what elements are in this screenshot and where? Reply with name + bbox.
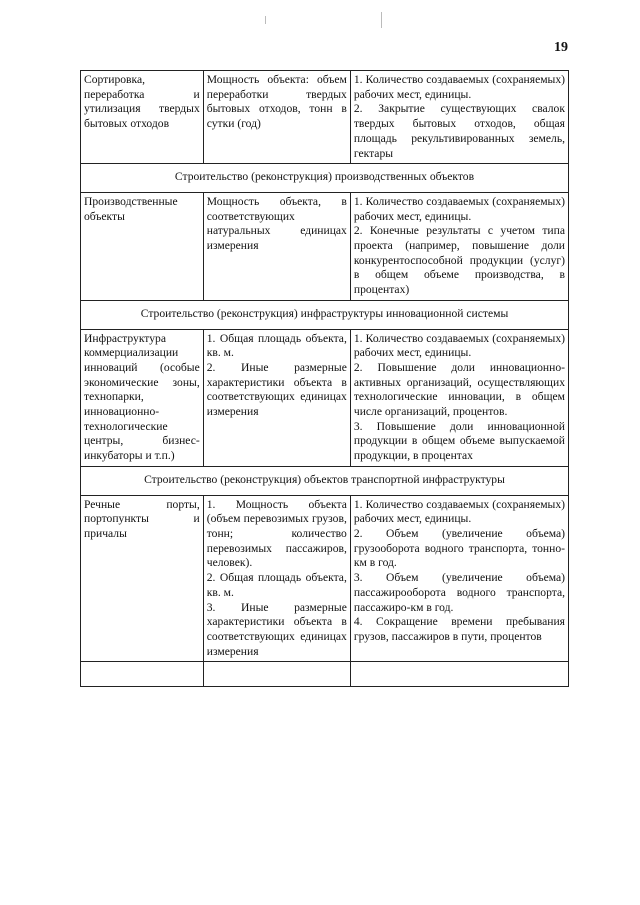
characteristic-item: 3. Иные размерные характеристики объекта в соответствующих единицах измерения: [206, 600, 347, 658]
scan-mark: [265, 16, 266, 24]
empty-cell: [203, 662, 350, 687]
empty-cell: [350, 662, 568, 687]
result-item: 4. Сокращение времени пребывания грузов, пассажиров в пути, процентов: [353, 615, 565, 643]
scan-mark: [381, 12, 382, 28]
characteristic-item: 1. Мощность объекта (объем перевозимых грузов, тонн; количество перевозимых пассажиров, человек).: [206, 497, 347, 570]
object-cell: [81, 71, 204, 164]
result-item: 3. Объем (увеличение объема) пассажирооборота водного транспорта, пассажиро-км в год.: [353, 571, 565, 614]
characteristic-item: 2. Общая площадь объекта, кв. м.: [206, 571, 347, 599]
results-cell: [350, 329, 568, 466]
results-cell: [350, 192, 568, 300]
object-text: Производственные объекты: [84, 194, 178, 223]
result-item: 2. Закрытие существующих свалок твердых бытовых отходов, общая площадь рекультивированных земель, гектары: [353, 102, 565, 160]
table-row: [81, 495, 569, 662]
characteristic-item: Мощность объекта, в соответствующих натуральных единицах измерения: [206, 194, 347, 253]
results-cell: [350, 495, 568, 662]
object-text: Сортировка, переработка и утилизация твердых бытовых отходов: [84, 73, 200, 131]
characteristics-cell: [203, 71, 350, 164]
characteristics-cell: [203, 192, 350, 300]
page-number: 19: [554, 40, 568, 55]
section-title: Строительство (реконструкция) инфраструктуры инновационной системы: [81, 300, 569, 329]
section-header-row: [81, 164, 569, 193]
characteristics-cell: [203, 495, 350, 662]
object-cell: [81, 192, 204, 300]
section-header-row: [81, 300, 569, 329]
result-item: 1. Количество создаваемых (сохраняемых) рабочих мест, единицы.: [353, 331, 565, 360]
results-cell: [350, 71, 568, 164]
object-text: Речные порты, портопункты и причалы: [84, 497, 200, 540]
section-header-row: [81, 466, 569, 495]
result-item: 3. Повышение доли инновационной продукции в общем объеме выпускаемой продукции, в процентах: [353, 419, 565, 463]
characteristic-item: 1. Общая площадь объекта, кв. м.: [206, 331, 347, 360]
section-title: Строительство (реконструкция) объектов транспортной инфраструктуры: [81, 466, 569, 495]
table-row-bottom-padding: [81, 662, 569, 687]
empty-cell: [81, 662, 204, 687]
indicators-table: [80, 70, 569, 687]
table-row: [81, 329, 569, 466]
table-row: [81, 71, 569, 164]
table-row: [81, 192, 569, 300]
characteristics-cell: [203, 329, 350, 466]
section-title: Строительство (реконструкция) производственных объектов: [81, 164, 569, 193]
characteristic-item: 2. Иные размерные характеристики объекта в соответствующих единицах измерения: [206, 360, 347, 419]
object-text: Инфраструктура коммерциализации инноваций (особые экономические зоны, технопарки, инновационно-технологические центры, бизнес-инкубаторы и т.п.): [84, 331, 200, 463]
result-item: 1. Количество создаваемых (сохраняемых) рабочих мест, единицы.: [353, 194, 565, 223]
result-item: 2. Повышение доли инновационно-активных организаций, осуществляющих технологические инновации, в общем числе организаций, процентов.: [353, 360, 565, 419]
result-item: 1. Количество создаваемых (сохраняемых) рабочих мест, единицы.: [353, 497, 565, 526]
result-item: 2. Объем (увеличение объема) грузооборота водного транспорта, тонно-км в год.: [353, 526, 565, 570]
result-item: 2. Конечные результаты с учетом типа проекта (например, повышение доли конкурентоспособной продукции (услуг) в общем объеме производства, в процентах): [353, 224, 565, 297]
object-cell: [81, 329, 204, 466]
object-cell: [81, 495, 204, 662]
result-item: 1. Количество создаваемых (сохраняемых) рабочих мест, единицы.: [353, 73, 565, 101]
characteristic-item: Мощность объекта: объем переработки твердых бытовых отходов, тонн в сутки (год): [206, 73, 347, 131]
